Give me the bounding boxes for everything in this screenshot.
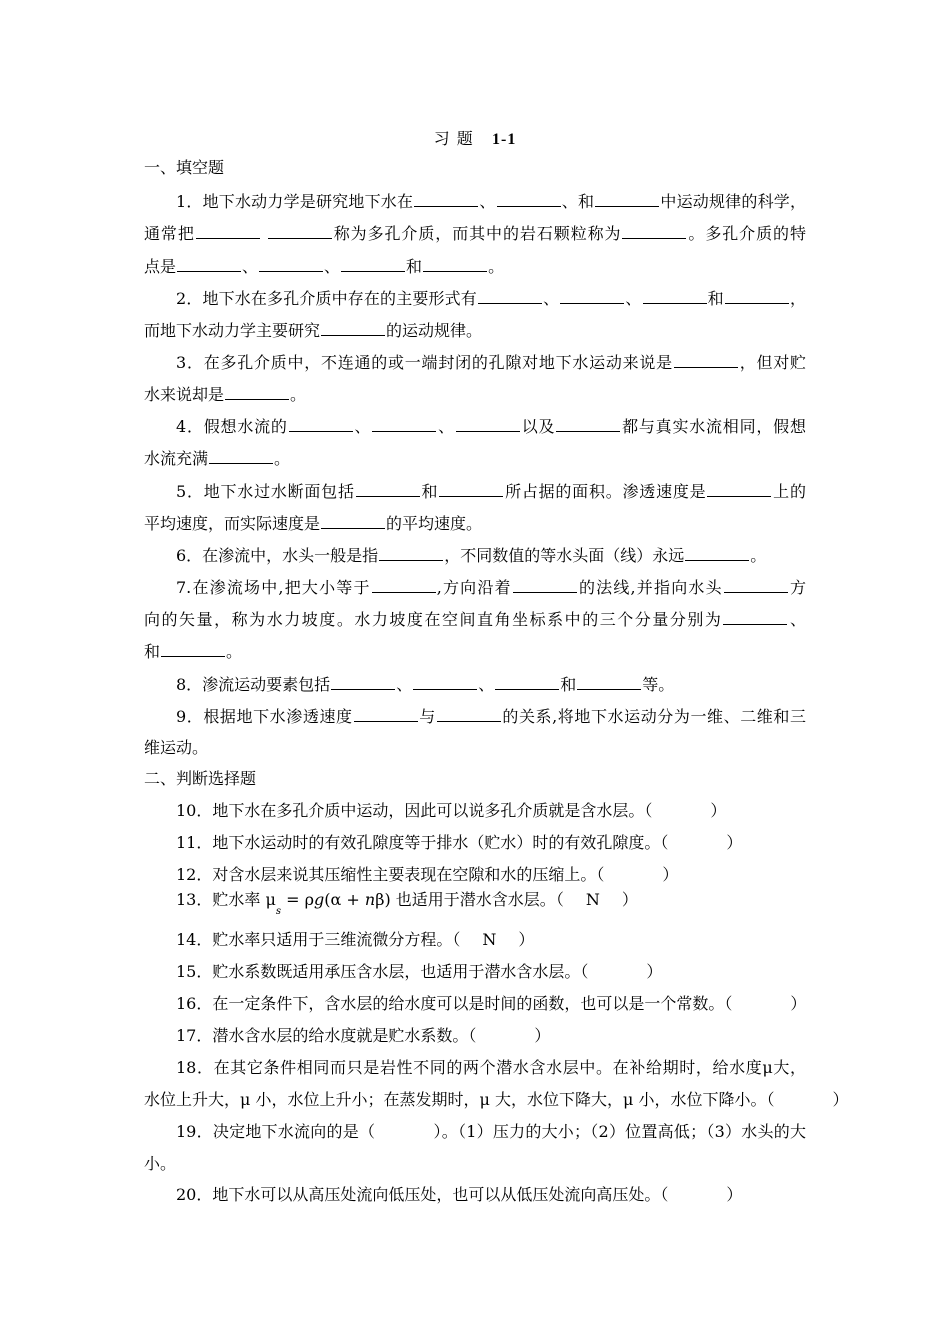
q16: 16．在一定条件下，含水层的给水度可以是时间的函数，也可以是一个常数。（ ） [176, 994, 807, 1013]
q5-line1: 5．地下水过水断面包括 和 所占据的面积。渗透速度是 上的 [176, 482, 806, 501]
answer-paren[interactable]: N [585, 890, 600, 909]
q7-line3: 和 。 [144, 642, 243, 661]
storativity-formula: $\mu_s = \rho g(\alpha + n\beta)$ [265, 890, 391, 917]
answer-blank[interactable] [268, 223, 332, 239]
answer-blank[interactable] [495, 674, 559, 690]
q12: 12．对含水层来说其压缩性主要表现在空隙和水的压缩上。（ ） [176, 865, 679, 884]
q3-line1: 3．在多孔介质中，不连通的或一端封闭的孔隙对地下水运动来说是 ，但对贮 [176, 353, 806, 372]
q1-line3: 点是 、 、 和 。 [144, 257, 505, 276]
answer-blank[interactable] [724, 577, 788, 593]
q2-line1: 2．地下水在多孔介质中存在的主要形式有 、 、 和 ， [176, 289, 806, 308]
section-fill-heading: 一、填空题 [144, 158, 225, 177]
page-title [0, 126, 950, 149]
answer-blank[interactable] [356, 481, 420, 497]
answer-blank[interactable] [513, 577, 577, 593]
answer-blank[interactable] [177, 256, 241, 272]
answer-blank[interactable] [560, 288, 624, 304]
answer-blank[interactable] [354, 706, 418, 722]
answer-blank[interactable] [289, 416, 353, 432]
answer-blank[interactable] [321, 320, 385, 336]
q15: 15．贮水系数既适用承压含水层，也适用于潜水含水层。（ ） [176, 962, 663, 981]
answer-blank[interactable] [372, 416, 436, 432]
answer-blank[interactable] [321, 513, 385, 529]
q19-line2: 小。 [144, 1154, 177, 1173]
q8-line1: 8．渗流运动要素包括 、 、 和 等。 [176, 675, 675, 694]
answer-blank[interactable] [674, 352, 738, 368]
answer-blank[interactable] [161, 641, 225, 657]
q20: 20．地下水可以从高压处流向低压处，也可以从低压处流向高压处。（ ） [176, 1185, 743, 1204]
answer-blank[interactable] [439, 481, 503, 497]
q9-line1: 9．根据地下水渗透速度 与 的关系,将地下水运动分为一维、二维和三 [176, 707, 806, 726]
q5-line2: 平均速度，而实际速度是 的平均速度。 [144, 514, 483, 533]
q18-line1: 18．在其它条件相同而只是岩性不同的两个潜水含水层中。在补给期时，给水度μ大， [176, 1058, 806, 1077]
q3-line2: 水来说却是 。 [144, 385, 307, 404]
answer-blank[interactable] [622, 223, 686, 239]
q9-line2: 维运动。 [144, 738, 209, 757]
answer-blank[interactable] [413, 674, 477, 690]
answer-blank[interactable] [209, 448, 273, 464]
answer-blank[interactable] [379, 545, 443, 561]
answer-blank[interactable] [595, 191, 659, 207]
title-number: 1-1 [492, 131, 517, 148]
q10: 10．地下水在多孔介质中运动，因此可以说多孔介质就是含水层。（ ） [176, 801, 727, 820]
answer-blank[interactable] [478, 288, 542, 304]
q6-line1: 6．在渗流中，水头一般是指 ，不同数值的等水头面（线）永远 。 [176, 546, 767, 565]
q17: 17．潜水含水层的给水度就是贮水系数。（ ） [176, 1026, 551, 1045]
answer-blank[interactable] [725, 288, 789, 304]
answer-paren[interactable]: N [482, 930, 497, 949]
q1-line1: 1．地下水动力学是研究地下水在 、 、和 中运动规律的科学， [176, 192, 806, 211]
answer-blank[interactable] [259, 256, 323, 272]
answer-blank[interactable] [225, 384, 289, 400]
answer-blank[interactable] [372, 577, 436, 593]
answer-blank[interactable] [196, 223, 260, 239]
q7-line1: 7.在渗流场中,把大小等于 ,方向沿着 的法线,并指向水头 方 [176, 578, 806, 597]
answer-blank[interactable] [423, 256, 487, 272]
q13: 13．贮水率 $\mu_s = \rho g(\alpha + n\beta)$ 也适用于潜水含水层。（ N ） [176, 890, 638, 917]
answer-blank[interactable] [331, 674, 395, 690]
answer-blank[interactable] [456, 416, 520, 432]
q2-line2: 而地下水动力学主要研究 的运动规律。 [144, 321, 483, 340]
q7-line2: 向的矢量，称为水力坡度。水力坡度在空间直角坐标系中的三个分量分别为 、 [144, 610, 806, 629]
q14: 14．贮水率只适用于三维流微分方程。（ N ） [176, 930, 535, 949]
answer-blank[interactable] [685, 545, 749, 561]
q19-line1: 19．决定地下水流向的是（ ）。（1）压力的大小；（2）位置高低；（3）水头的大 [176, 1122, 806, 1141]
answer-blank[interactable] [497, 191, 561, 207]
q4-line2: 水流充满 。 [144, 449, 291, 468]
title-prefix: 习 题 [433, 129, 474, 148]
q4-line1: 4．假想水流的 、 、 以及 都与真实水流相同，假想 [176, 417, 806, 436]
answer-blank[interactable] [414, 191, 478, 207]
answer-blank[interactable] [577, 674, 641, 690]
answer-blank[interactable] [643, 288, 707, 304]
q18-line2: 水位上升大，μ 小，水位上升小；在蒸发期时，μ 大，水位下降大，μ 小，水位下降小。（ ） [144, 1090, 849, 1109]
answer-blank[interactable] [723, 609, 787, 625]
answer-blank[interactable] [341, 256, 405, 272]
answer-blank[interactable] [437, 706, 501, 722]
q11: 11．地下水运动时的有效孔隙度等于排水（贮水）时的有效孔隙度。（ ） [176, 833, 743, 852]
section-judge-heading: 二、判断选择题 [144, 769, 257, 788]
answer-blank[interactable] [707, 481, 771, 497]
answer-blank[interactable] [556, 416, 620, 432]
q1-line2: 通常把 称为多孔介质，而其中的岩石颗粒称为 。多孔介质的特 [144, 224, 806, 243]
